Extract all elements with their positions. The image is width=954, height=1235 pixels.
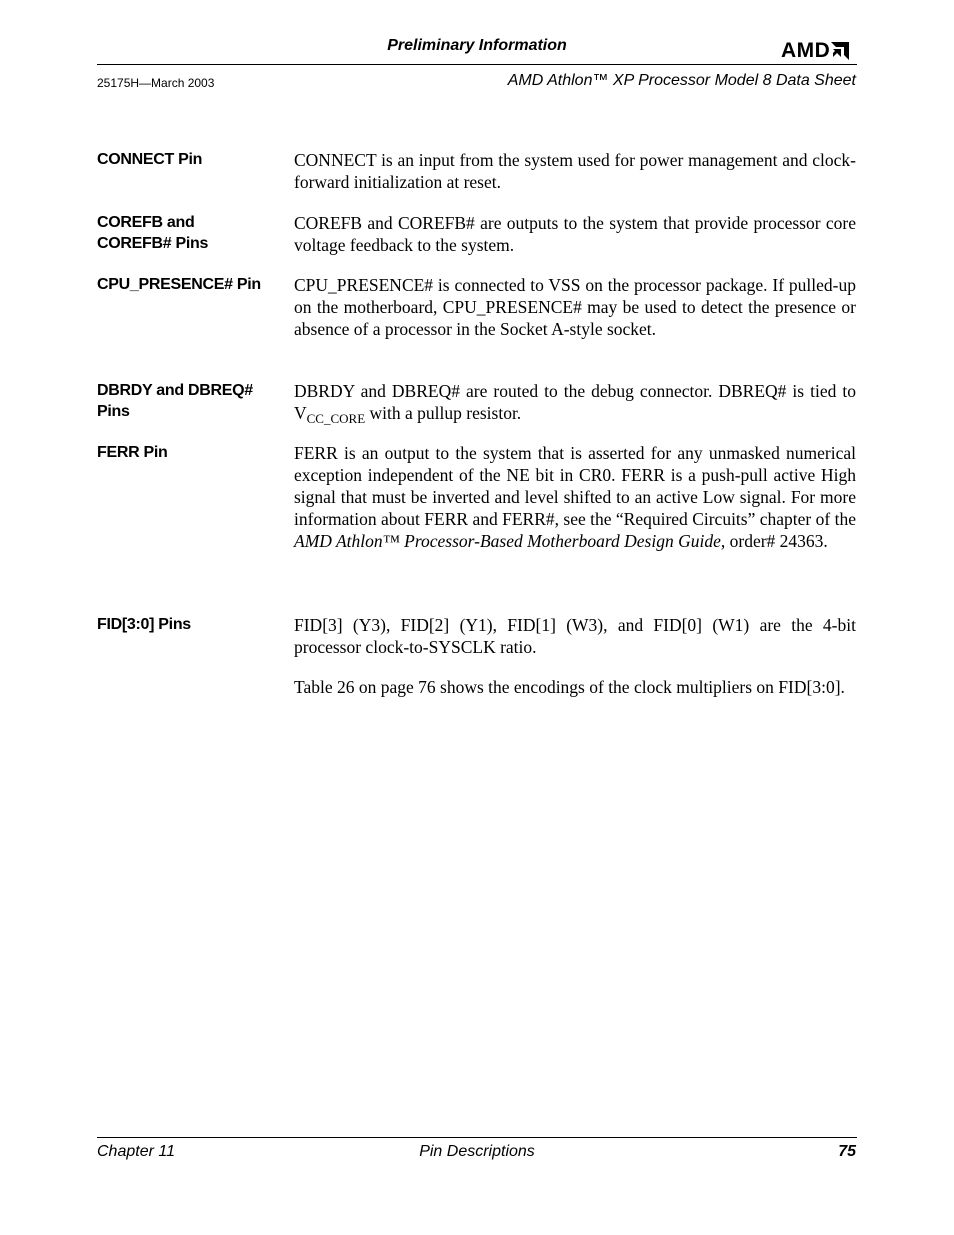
- pin-term-line: Pins: [97, 403, 130, 420]
- pin-description: [294, 149, 856, 193]
- description-text: CPU_PRESENCE# is connected to VSS on the processor package. If pulled-up on the motherboard, CPU_PRESENCE# may be used to detect the presence or absence of a processor in the Socket A-style socket.: [294, 275, 856, 339]
- description-text: CONNECT is an input from the system used for power management and clock-forward initialization at reset.: [294, 150, 856, 192]
- description-paragraph: FID[3] (Y3), FID[2] (Y1), FID[1] (W3), and FID[0] (W1) are the 4-bit processor clock-to-SYSCLK ratio.: [294, 615, 856, 657]
- pin-description: [294, 442, 856, 552]
- header-title: Preliminary Information: [387, 37, 567, 54]
- pin-term: CONNECT Pin: [97, 151, 203, 168]
- description-text: [294, 442, 856, 552]
- document-number: 25175H—March 2003: [97, 76, 215, 90]
- footer-rule: [97, 1137, 857, 1138]
- pin-term: [97, 380, 287, 422]
- pin-description: [294, 380, 856, 424]
- footer-section: Pin Descriptions: [419, 1143, 535, 1160]
- description-text-part: , order# 24363.: [720, 531, 828, 551]
- footer-chapter: Chapter 11: [97, 1143, 175, 1160]
- description-text-part: DBRDY and DBREQ# are routed to the debug connector. DBREQ# is tied to V: [294, 381, 856, 423]
- description-paragraph: Table 26 on page 76 shows the encodings of the clock multipliers on FID[3:0].: [294, 677, 845, 697]
- pin-term-line: COREFB and: [97, 214, 195, 231]
- amd-logo: [781, 40, 849, 62]
- pin-description: [294, 212, 856, 256]
- pin-description: [294, 614, 856, 698]
- pin-term: FERR Pin: [97, 444, 168, 461]
- description-text-part: with a pullup resistor.: [365, 403, 522, 423]
- description-text: [294, 380, 856, 424]
- pin-term-line: DBRDY and DBREQ#: [97, 382, 253, 399]
- logo-text: AMD: [781, 39, 831, 62]
- amd-arrow-icon: [831, 42, 849, 60]
- description-text-part: FERR is an output to the system that is asserted for any unmasked numerical exception independent of the NE bit in CR0. FERR is a push-pull active High signal that must be inverted and level shifted to an active Low signal. For more information about FERR and FERR#, see the “Required Circuits” chapter of the: [294, 443, 856, 529]
- description-text: COREFB and COREFB# are outputs to the system that provide processor core voltage feedback to the system.: [294, 213, 856, 255]
- subscript-text: CC_CORE: [306, 411, 366, 426]
- document-reference: AMD Athlon™ Processor-Based Motherboard Design Guide: [294, 531, 721, 551]
- pin-term-line: COREFB# Pins: [97, 235, 209, 252]
- pin-term: CPU_PRESENCE# Pin: [97, 276, 261, 293]
- pin-term: FID[3:0] Pins: [97, 616, 191, 633]
- header-rule: [97, 64, 857, 65]
- pin-description: [294, 274, 856, 340]
- pin-term: [97, 212, 287, 254]
- page-number: 75: [838, 1143, 856, 1160]
- document-title: AMD Athlon™ XP Processor Model 8 Data Sheet: [507, 72, 856, 89]
